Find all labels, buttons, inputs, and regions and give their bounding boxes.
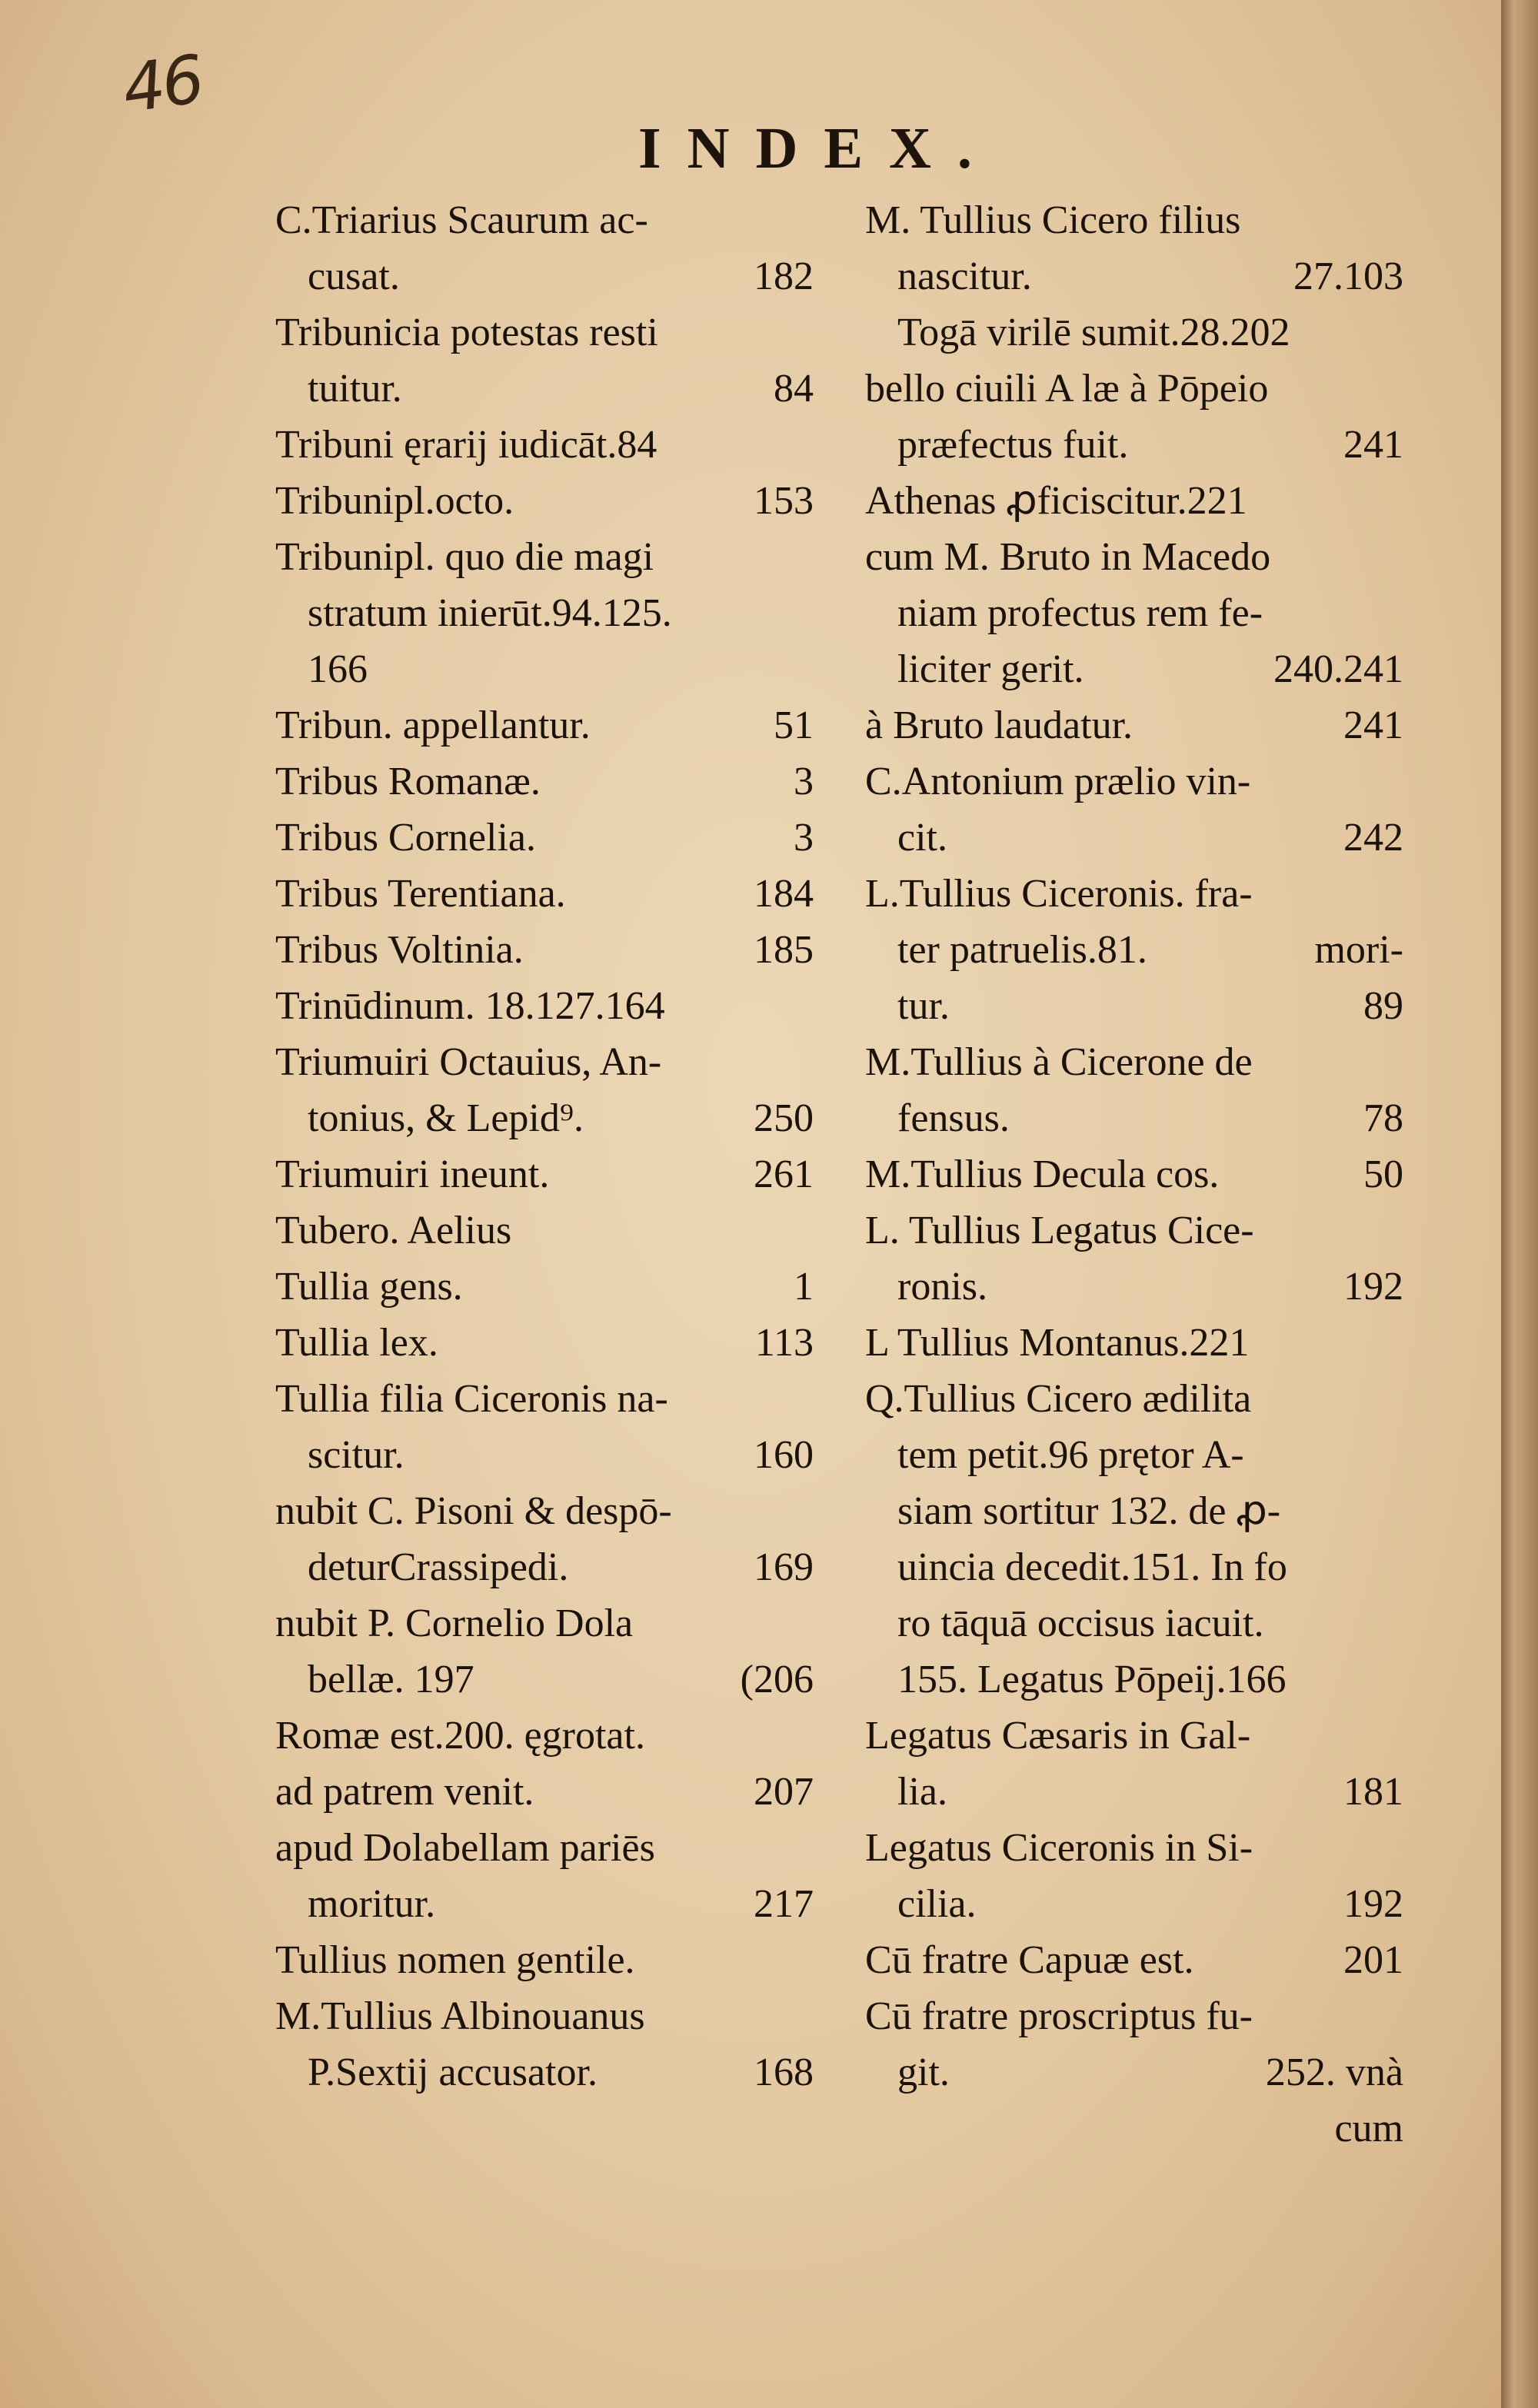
index-entry-line (275, 1371, 814, 1427)
entry-page-ref: 3 (794, 816, 814, 860)
entry-page-ref: 3 (794, 760, 814, 803)
entry-text: Tubero. Aelius (275, 1209, 512, 1252)
index-entry-line (275, 585, 814, 641)
index-entry-line (865, 1427, 1403, 1483)
entry-text: L.Tullius Ciceronis. fra- (865, 872, 1253, 916)
index-entry-line (865, 1034, 1403, 1090)
index-entry-line (865, 922, 1403, 978)
entry-text: Legatus Ciceronis in Si- (865, 1826, 1253, 1870)
index-entry-line (275, 529, 814, 585)
index-entry-line (865, 248, 1403, 304)
entry-text: fensus. (897, 1096, 1010, 1140)
index-entry-line (275, 361, 814, 417)
entry-page-ref: 250 (754, 1096, 814, 1140)
index-entry-line (865, 810, 1403, 866)
entry-text: M.Tullius à Cicerone de (865, 1040, 1253, 1084)
index-entry-line (865, 585, 1403, 641)
entry-page-ref: 201 (1343, 1938, 1403, 1982)
entry-page-ref: cum (1334, 2107, 1403, 2150)
entry-text: nubit C. Pisoni & despō- (275, 1489, 672, 1533)
index-entry-line (865, 753, 1403, 810)
entry-page-ref: 181 (1343, 1770, 1403, 1814)
entry-page-ref: 84 (774, 367, 814, 411)
entry-text: Q.Tullius Cicero ædilita (865, 1377, 1252, 1421)
entry-text: Cū fratre Capuæ est. (865, 1938, 1194, 1982)
index-entry-line (275, 1427, 814, 1483)
index-entry-line (275, 192, 814, 248)
entry-page-ref: 50 (1363, 1152, 1403, 1196)
entry-page-ref: mori- (1314, 928, 1403, 972)
entry-text: P.Sextij accusator. (308, 2050, 598, 2094)
entry-text: lia. (897, 1770, 947, 1814)
entry-text: M. Tullius Cicero filius (865, 198, 1241, 242)
index-entry-line (275, 1708, 814, 1764)
entry-page-ref: 185 (754, 928, 814, 972)
entry-page-ref: 182 (754, 254, 814, 298)
entry-text: Tribunicia potestas resti (275, 311, 658, 354)
index-entry-line (865, 529, 1403, 585)
page-number: 46 (118, 41, 206, 128)
entry-page-ref: 160 (754, 1433, 814, 1477)
entry-page-ref: 241 (1343, 703, 1403, 747)
entry-text: Tribus Terentiana. (275, 872, 566, 916)
entry-text: præfectus fuit. (897, 423, 1129, 467)
entry-text: 166 (308, 647, 368, 691)
index-entry-line (865, 192, 1403, 248)
entry-text: stratum inierūt.94.125. (308, 591, 672, 635)
entry-page-ref: 184 (754, 872, 814, 916)
entry-page-ref: 1 (794, 1265, 814, 1309)
entry-text: tem petit.96 prętor A- (897, 1433, 1244, 1477)
entry-text: Tullia filia Ciceronis na- (275, 1377, 668, 1421)
index-entry-line (275, 978, 814, 1034)
index-entry-line (275, 473, 814, 529)
index-entry-line (865, 2100, 1403, 2157)
index-entry-line (275, 1820, 814, 1876)
entry-text: Cū fratre proscriptus fu- (865, 1994, 1253, 2038)
entry-text: cum M. Bruto in Macedo (865, 535, 1271, 579)
index-entry-line (865, 304, 1403, 361)
entry-text: Triumuiri Octauius, An- (275, 1040, 662, 1084)
index-entry-line (865, 978, 1403, 1034)
index-entry-line (275, 304, 814, 361)
index-entry-line (275, 1259, 814, 1315)
index-entry-line (865, 2044, 1403, 2100)
entry-text: Trinūdinum. 18.127.164 (275, 984, 665, 1028)
index-entry-line (865, 1595, 1403, 1651)
entry-page-ref: 241 (1343, 423, 1403, 467)
entry-text: C.Triarius Scaurum ac- (275, 198, 648, 242)
entry-text: apud Dolabellam pariēs (275, 1826, 655, 1870)
index-entry-line (275, 1539, 814, 1595)
index-entry-line (865, 1764, 1403, 1820)
entry-text: Tribus Cornelia. (275, 816, 536, 860)
index-entry-line (275, 1932, 814, 1988)
entry-page-ref: 113 (754, 1321, 814, 1365)
entry-page-ref: 240.241 (1273, 647, 1403, 691)
index-entry-line (865, 866, 1403, 922)
entry-page-ref: 27.103 (1293, 254, 1403, 298)
entry-text: à Bruto laudatur. (865, 703, 1134, 747)
index-entry-line (275, 417, 814, 473)
entry-text: liciter gerit. (897, 647, 1084, 691)
index-entry-line (865, 1202, 1403, 1259)
entry-text: deturCrassipedi. (308, 1545, 569, 1589)
entry-text: tonius, & Lepid⁹. (308, 1096, 584, 1140)
index-entry-line (275, 1034, 814, 1090)
entry-text: git. (897, 2050, 950, 2094)
entry-page-ref: 169 (754, 1545, 814, 1589)
index-entry-line (865, 1651, 1403, 1708)
entry-page-ref: 78 (1363, 1096, 1403, 1140)
page-edge (1501, 0, 1538, 2408)
index-entry-line (275, 753, 814, 810)
running-header: INDEX. (638, 116, 998, 181)
entry-text: L. Tullius Legatus Cice- (865, 1209, 1254, 1252)
entry-text: Tribus Romanæ. (275, 760, 541, 803)
index-entry-line (275, 1483, 814, 1539)
entry-text: siam sortitur 132. de ꝓ- (897, 1489, 1281, 1533)
entry-text: ronis. (897, 1265, 987, 1309)
entry-text: uincia decedit.151. In fo (897, 1545, 1287, 1589)
entry-text: ter patruelis.81. (897, 928, 1147, 972)
entry-text: niam profectus rem fe- (897, 591, 1263, 635)
entry-page-ref: 192 (1343, 1882, 1403, 1926)
index-entry-line (275, 1146, 814, 1202)
entry-text: moritur. (308, 1882, 436, 1926)
entry-text: Tullia gens. (275, 1265, 463, 1309)
entry-text: Tribuni ęrarij iudicāt.84 (275, 423, 657, 467)
entry-page-ref: 261 (754, 1152, 814, 1196)
index-entry-line (275, 1315, 814, 1371)
index-entry-line (275, 1651, 814, 1708)
index-entry-line (275, 810, 814, 866)
entry-text: Triumuiri ineunt. (275, 1152, 550, 1196)
entry-text: ad patrem venit. (275, 1770, 534, 1814)
entry-text: bellæ. 197 (308, 1658, 474, 1701)
index-entry-line (275, 1988, 814, 2044)
index-entry-line (865, 1820, 1403, 1876)
index-entry-line (865, 1371, 1403, 1427)
entry-text: Tullia lex. (275, 1321, 438, 1365)
index-entry-line (865, 697, 1403, 753)
index-entry-line (275, 1090, 814, 1146)
entry-text: C.Antonium prælio vin- (865, 760, 1251, 803)
entry-text: Tribus Voltinia. (275, 928, 524, 972)
index-entry-line (865, 641, 1403, 697)
index-entry-line (865, 1315, 1403, 1371)
entry-text: Tullius nomen gentile. (275, 1938, 635, 1982)
entry-text: bello ciuili A læ à Pōpeio (865, 367, 1269, 411)
index-entry-line (275, 1202, 814, 1259)
index-entry-line (865, 1483, 1403, 1539)
entry-text: M.Tullius Albinouanus (275, 1994, 645, 2038)
index-entry-line (865, 1146, 1403, 1202)
entry-page-ref: 168 (754, 2050, 814, 2094)
index-entry-line (865, 1708, 1403, 1764)
index-entry-line (865, 1932, 1403, 1988)
entry-text: ro tāquā occisus iacuit. (897, 1601, 1264, 1645)
index-entry-line (275, 866, 814, 922)
index-entry-line (275, 641, 814, 697)
index-entry-line (865, 1988, 1403, 2044)
index-entry-line (275, 2044, 814, 2100)
index-entry-line (275, 1595, 814, 1651)
index-entry-line (275, 1876, 814, 1932)
entry-text: tur. (897, 984, 950, 1028)
entry-page-ref: 51 (774, 703, 814, 747)
entry-page-ref: 207 (754, 1770, 814, 1814)
entry-text: Romæ est.200. ęgrotat. (275, 1714, 645, 1758)
index-entry-line (865, 1259, 1403, 1315)
index-entry-line (275, 248, 814, 304)
entry-text: Legatus Cæsaris in Gal- (865, 1714, 1251, 1758)
index-entry-line (865, 473, 1403, 529)
entry-text: Togā virilē sumit.28.202 (897, 311, 1290, 354)
index-entry-line (865, 1090, 1403, 1146)
index-entry-line (275, 697, 814, 753)
entry-page-ref: 89 (1363, 984, 1403, 1028)
entry-page-ref: 217 (754, 1882, 814, 1926)
entry-text: Tribunipl.octo. (275, 479, 514, 523)
entry-text: cit. (897, 816, 947, 860)
entry-page-ref: 153 (754, 479, 814, 523)
index-column-right (865, 192, 1403, 2157)
entry-text: Tribun. appellantur. (275, 703, 591, 747)
entry-page-ref: 192 (1343, 1265, 1403, 1309)
entry-text: cilia. (897, 1882, 977, 1926)
index-entry-line (865, 417, 1403, 473)
entry-page-ref: 252. vnà (1265, 2050, 1403, 2094)
entry-page-ref: (206 (740, 1658, 814, 1701)
entry-text: 155. Legatus Pōpeij.166 (897, 1658, 1287, 1701)
entry-text: nubit P. Cornelio Dola (275, 1601, 634, 1645)
entry-text: tuitur. (308, 367, 402, 411)
entry-text: scitur. (308, 1433, 404, 1477)
entry-text: L Tullius Montanus.221 (865, 1321, 1250, 1365)
entry-text: Athenas ꝓficiscitur.221 (865, 479, 1247, 523)
entry-text: cusat. (308, 254, 400, 298)
index-entry-line (865, 1876, 1403, 1932)
entry-text: Tribunipl. quo die magi (275, 535, 654, 579)
entry-text: nascitur. (897, 254, 1032, 298)
index-column-left (275, 192, 814, 2100)
index-entry-line (865, 361, 1403, 417)
index-entry-line (275, 922, 814, 978)
index-entry-line (865, 1539, 1403, 1595)
index-entry-line (275, 1764, 814, 1820)
entry-text: M.Tullius Decula cos. (865, 1152, 1220, 1196)
entry-page-ref: 242 (1343, 816, 1403, 860)
